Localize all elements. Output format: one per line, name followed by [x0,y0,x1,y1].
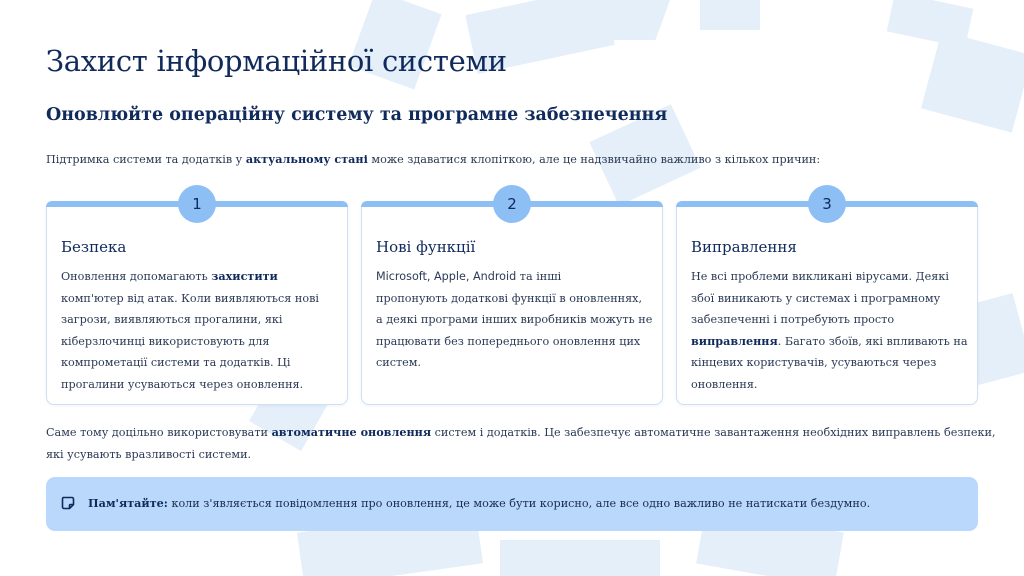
card-text-line: оновлення. [691,377,758,391]
card-text-bold: захистити [211,269,278,283]
card-text-line: Не всі проблеми викликані вірусами. Деякі [691,270,949,283]
page-subtitle: Оновлюйте операційну систему та програмне забезпечення [46,105,668,125]
card-title: Виправлення [691,238,797,256]
card-new-features [361,195,663,405]
conclusion-bold: автоматичне оновлення [271,425,432,439]
card-text-line: кінцевих користувачів, усуваються через [691,356,937,370]
reminder-note [46,477,978,531]
card-text-line: компрометації системи та додатків. Ці [61,356,291,370]
card-number-badge: 1 [178,185,216,223]
conclusion-before: Саме тому доцільно використовувати [46,426,272,439]
note-icon [61,496,75,510]
card-text-line: пропонують додаткові функції в оновленнях, [376,291,643,305]
intro-text [46,152,820,166]
card-text-line: збої виникають у системах і програмному [691,291,941,305]
card-text-line: загрози, виявляються прогалини, які [61,313,283,327]
card-text-line: систем. [376,356,422,370]
card-text [376,266,654,374]
note-text [88,496,870,510]
conclusion-line2: які усувають вразливості системи. [46,447,252,461]
card-text-line: кіберзлочинці використовують для [61,334,270,348]
card-text-line: Оновлення допомагають [61,270,212,283]
card-text-line: комп'ютер від атак. Коли виявляються нові [61,291,319,305]
card-text [61,266,339,396]
card-security [46,195,348,405]
card-text-brands: Microsoft, Apple, Android [376,270,517,283]
card-text-line: прогалини усуваються через оновлення. [61,377,304,391]
note-bold: Пам'ятайте: [88,496,168,510]
card-text-line: та інші [516,270,562,283]
intro-after: може здаватися клопіткою, але це надзвичайно важливо з кількох причин: [367,153,821,166]
card-number-badge: 3 [808,185,846,223]
card-text-bold: виправлення [691,333,778,348]
conclusion-text [46,422,996,465]
card-title: Безпека [61,238,127,256]
intro-before: Підтримка системи та додатків у [46,153,246,166]
page-title: Захист інформаційної системи [46,44,507,78]
conclusion-after: систем і додатків. Це забезпечує автоматичне завантаження необхідних виправлень безпеки, [431,426,996,439]
card-fixes [676,195,978,405]
card-title: Нові функції [376,238,476,256]
card-text-line: . Багато збоїв, які впливають на [777,334,968,348]
note-body: коли з'являється повідомлення про оновлення, це може бути корисно, але все одно важливо не натискати бездумно. [167,497,871,510]
card-number-badge: 2 [493,185,531,223]
card-text-line: забезпеченні і потребують просто [691,313,895,327]
intro-bold: актуальному стані [245,152,368,166]
card-text-line: а деякі програми інших виробників можуть не [376,313,653,327]
card-text [691,266,969,396]
card-text-line: працювати без попереднього оновлення цих [376,334,641,348]
